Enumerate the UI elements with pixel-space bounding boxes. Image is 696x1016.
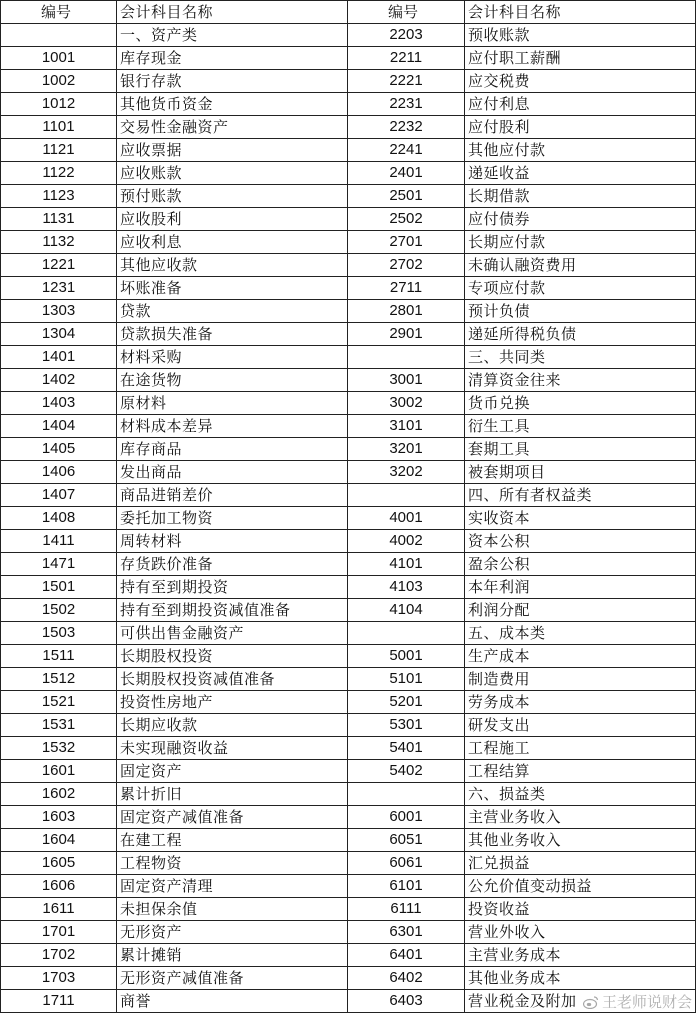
left-code-cell: 1002 xyxy=(1,70,117,93)
table-row xyxy=(1,369,696,392)
right-code-cell xyxy=(348,783,465,806)
right-name-cell: 预计负债 xyxy=(465,300,696,323)
left-name-cell: 投资性房地产 xyxy=(117,691,348,714)
left-code-cell: 1407 xyxy=(1,484,117,507)
table-row xyxy=(1,783,696,806)
left-code-cell: 1122 xyxy=(1,162,117,185)
right-name-cell: 应付股利 xyxy=(465,116,696,139)
right-code-cell: 6401 xyxy=(348,944,465,967)
table-row xyxy=(1,599,696,622)
left-code-cell: 1012 xyxy=(1,93,117,116)
right-name-cell: 公允价值变动损益 xyxy=(465,875,696,898)
right-code-cell: 2203 xyxy=(348,24,465,47)
header-left-name: 会计科目名称 xyxy=(117,1,348,24)
right-name-cell: 专项应付款 xyxy=(465,277,696,300)
right-name-cell: 主营业务收入 xyxy=(465,806,696,829)
left-name-cell: 应收利息 xyxy=(117,231,348,254)
left-name-cell: 应收票据 xyxy=(117,139,348,162)
right-code-cell: 5301 xyxy=(348,714,465,737)
right-code-cell: 4001 xyxy=(348,507,465,530)
left-name-cell: 商誉 xyxy=(117,990,348,1013)
table-row xyxy=(1,875,696,898)
right-name-cell: 货币兑换 xyxy=(465,392,696,415)
table-row xyxy=(1,24,696,47)
right-code-cell: 4104 xyxy=(348,599,465,622)
table-row xyxy=(1,921,696,944)
right-name-cell: 劳务成本 xyxy=(465,691,696,714)
left-name-cell: 持有至到期投资 xyxy=(117,576,348,599)
table-row xyxy=(1,438,696,461)
right-code-cell xyxy=(348,622,465,645)
right-name-cell: 长期借款 xyxy=(465,185,696,208)
left-code-cell: 1408 xyxy=(1,507,117,530)
left-name-cell: 预付账款 xyxy=(117,185,348,208)
left-name-cell: 库存现金 xyxy=(117,47,348,70)
left-code-cell: 1503 xyxy=(1,622,117,645)
right-code-cell: 2401 xyxy=(348,162,465,185)
left-code-cell: 1411 xyxy=(1,530,117,553)
left-name-cell: 商品进销差价 xyxy=(117,484,348,507)
left-name-cell: 一、资产类 xyxy=(117,24,348,47)
right-name-cell: 工程施工 xyxy=(465,737,696,760)
left-code-cell: 1221 xyxy=(1,254,117,277)
right-code-cell: 3201 xyxy=(348,438,465,461)
left-name-cell: 贷款损失准备 xyxy=(117,323,348,346)
left-name-cell: 原材料 xyxy=(117,392,348,415)
left-name-cell: 其他货币资金 xyxy=(117,93,348,116)
right-code-cell: 6101 xyxy=(348,875,465,898)
left-code-cell: 1123 xyxy=(1,185,117,208)
left-code-cell: 1471 xyxy=(1,553,117,576)
left-code-cell: 1532 xyxy=(1,737,117,760)
weibo-icon xyxy=(583,995,599,1009)
left-code-cell: 1401 xyxy=(1,346,117,369)
left-code-cell: 1403 xyxy=(1,392,117,415)
left-name-cell: 累计折旧 xyxy=(117,783,348,806)
left-code-cell xyxy=(1,24,117,47)
right-code-cell: 2901 xyxy=(348,323,465,346)
table-row xyxy=(1,737,696,760)
left-code-cell: 1531 xyxy=(1,714,117,737)
left-code-cell: 1231 xyxy=(1,277,117,300)
right-code-cell: 6301 xyxy=(348,921,465,944)
right-name-cell: 应付债券 xyxy=(465,208,696,231)
right-code-cell: 2702 xyxy=(348,254,465,277)
right-name-cell: 四、所有者权益类 xyxy=(465,484,696,507)
table-row xyxy=(1,553,696,576)
left-code-cell: 1611 xyxy=(1,898,117,921)
table-row xyxy=(1,392,696,415)
table-row xyxy=(1,461,696,484)
right-code-cell: 4101 xyxy=(348,553,465,576)
right-code-cell: 6051 xyxy=(348,829,465,852)
left-code-cell: 1604 xyxy=(1,829,117,852)
table-row xyxy=(1,139,696,162)
left-name-cell: 未担保余值 xyxy=(117,898,348,921)
right-code-cell xyxy=(348,484,465,507)
left-code-cell: 1605 xyxy=(1,852,117,875)
right-code-cell: 6111 xyxy=(348,898,465,921)
table-row xyxy=(1,323,696,346)
left-name-cell: 周转材料 xyxy=(117,530,348,553)
header-right-name: 会计科目名称 xyxy=(465,1,696,24)
table-row xyxy=(1,530,696,553)
left-code-cell: 1406 xyxy=(1,461,117,484)
right-code-cell: 6001 xyxy=(348,806,465,829)
right-code-cell: 2701 xyxy=(348,231,465,254)
table-row xyxy=(1,622,696,645)
left-code-cell: 1405 xyxy=(1,438,117,461)
right-name-cell: 研发支出 xyxy=(465,714,696,737)
right-name-cell: 营业税金及附加 xyxy=(465,990,696,1013)
right-name-cell: 其他业务收入 xyxy=(465,829,696,852)
table-row xyxy=(1,829,696,852)
left-code-cell: 1521 xyxy=(1,691,117,714)
table-row xyxy=(1,852,696,875)
right-name-cell: 应交税费 xyxy=(465,70,696,93)
left-code-cell: 1303 xyxy=(1,300,117,323)
right-name-cell: 应付利息 xyxy=(465,93,696,116)
right-name-cell: 资本公积 xyxy=(465,530,696,553)
left-name-cell: 长期股权投资减值准备 xyxy=(117,668,348,691)
table-row xyxy=(1,484,696,507)
right-name-cell: 其他应付款 xyxy=(465,139,696,162)
left-code-cell: 1304 xyxy=(1,323,117,346)
right-name-cell: 预收账款 xyxy=(465,24,696,47)
left-name-cell: 银行存款 xyxy=(117,70,348,93)
right-name-cell: 递延所得税负债 xyxy=(465,323,696,346)
left-code-cell: 1701 xyxy=(1,921,117,944)
right-code-cell: 5201 xyxy=(348,691,465,714)
right-name-cell: 清算资金往来 xyxy=(465,369,696,392)
right-code-cell: 4103 xyxy=(348,576,465,599)
right-code-cell: 2502 xyxy=(348,208,465,231)
right-name-cell: 实收资本 xyxy=(465,507,696,530)
table-row xyxy=(1,116,696,139)
table-row xyxy=(1,806,696,829)
table-row xyxy=(1,944,696,967)
left-code-cell: 1602 xyxy=(1,783,117,806)
left-name-cell: 存货跌价准备 xyxy=(117,553,348,576)
left-code-cell: 1132 xyxy=(1,231,117,254)
left-code-cell: 1101 xyxy=(1,116,117,139)
table-row xyxy=(1,346,696,369)
right-code-cell: 2232 xyxy=(348,116,465,139)
table-row xyxy=(1,300,696,323)
header-right-code: 编号 xyxy=(348,1,465,24)
right-code-cell: 2241 xyxy=(348,139,465,162)
right-name-cell: 递延收益 xyxy=(465,162,696,185)
left-name-cell: 发出商品 xyxy=(117,461,348,484)
right-name-cell: 生产成本 xyxy=(465,645,696,668)
left-code-cell: 1606 xyxy=(1,875,117,898)
right-name-cell: 长期应付款 xyxy=(465,231,696,254)
left-name-cell: 未实现融资收益 xyxy=(117,737,348,760)
right-code-cell: 5401 xyxy=(348,737,465,760)
table-row xyxy=(1,70,696,93)
left-name-cell: 固定资产 xyxy=(117,760,348,783)
table-row xyxy=(1,714,696,737)
right-code-cell: 2211 xyxy=(348,47,465,70)
table-row xyxy=(1,967,696,990)
right-code-cell: 6402 xyxy=(348,967,465,990)
right-code-cell: 2231 xyxy=(348,93,465,116)
left-name-cell: 应收账款 xyxy=(117,162,348,185)
right-code-cell: 3101 xyxy=(348,415,465,438)
right-name-cell: 本年利润 xyxy=(465,576,696,599)
right-name-cell: 利润分配 xyxy=(465,599,696,622)
right-name-cell: 制造费用 xyxy=(465,668,696,691)
left-code-cell: 1601 xyxy=(1,760,117,783)
left-name-cell: 可供出售金融资产 xyxy=(117,622,348,645)
left-name-cell: 库存商品 xyxy=(117,438,348,461)
right-code-cell: 3001 xyxy=(348,369,465,392)
table-row xyxy=(1,760,696,783)
header-left-code: 编号 xyxy=(1,1,117,24)
table-row xyxy=(1,185,696,208)
left-name-cell: 贷款 xyxy=(117,300,348,323)
left-code-cell: 1703 xyxy=(1,967,117,990)
right-name-cell: 工程结算 xyxy=(465,760,696,783)
right-code-cell: 3202 xyxy=(348,461,465,484)
table-row xyxy=(1,254,696,277)
right-name-cell: 套期工具 xyxy=(465,438,696,461)
left-name-cell: 长期股权投资 xyxy=(117,645,348,668)
left-code-cell: 1402 xyxy=(1,369,117,392)
left-code-cell: 1001 xyxy=(1,47,117,70)
right-name-cell: 未确认融资费用 xyxy=(465,254,696,277)
left-name-cell: 在途货物 xyxy=(117,369,348,392)
table-row xyxy=(1,277,696,300)
table-row xyxy=(1,162,696,185)
right-name-cell: 盈余公积 xyxy=(465,553,696,576)
left-code-cell: 1121 xyxy=(1,139,117,162)
left-code-cell: 1404 xyxy=(1,415,117,438)
left-name-cell: 其他应收款 xyxy=(117,254,348,277)
left-code-cell: 1512 xyxy=(1,668,117,691)
right-name-cell: 其他业务成本 xyxy=(465,967,696,990)
right-code-cell: 6061 xyxy=(348,852,465,875)
right-code-cell: 5402 xyxy=(348,760,465,783)
right-code-cell: 5101 xyxy=(348,668,465,691)
right-code-cell: 3002 xyxy=(348,392,465,415)
table-row xyxy=(1,208,696,231)
table-row xyxy=(1,47,696,70)
left-name-cell: 无形资产减值准备 xyxy=(117,967,348,990)
right-code-cell: 5001 xyxy=(348,645,465,668)
right-code-cell: 2221 xyxy=(348,70,465,93)
left-code-cell: 1702 xyxy=(1,944,117,967)
right-code-cell: 2501 xyxy=(348,185,465,208)
left-code-cell: 1501 xyxy=(1,576,117,599)
left-name-cell: 材料成本差异 xyxy=(117,415,348,438)
right-name-cell: 汇兑损益 xyxy=(465,852,696,875)
left-name-cell: 累计摊销 xyxy=(117,944,348,967)
right-code-cell xyxy=(348,346,465,369)
left-name-cell: 应收股利 xyxy=(117,208,348,231)
left-name-cell: 交易性金融资产 xyxy=(117,116,348,139)
left-code-cell: 1511 xyxy=(1,645,117,668)
left-name-cell: 在建工程 xyxy=(117,829,348,852)
right-name-cell: 被套期项目 xyxy=(465,461,696,484)
right-code-cell: 2711 xyxy=(348,277,465,300)
left-code-cell: 1131 xyxy=(1,208,117,231)
watermark-text: 王老师说财会 xyxy=(601,993,692,1011)
left-name-cell: 工程物资 xyxy=(117,852,348,875)
account-table-body xyxy=(1,1,696,1013)
left-name-cell: 固定资产清理 xyxy=(117,875,348,898)
right-name-cell: 营业外收入 xyxy=(465,921,696,944)
table-header-row xyxy=(1,1,696,24)
table-row xyxy=(1,93,696,116)
right-name-cell: 三、共同类 xyxy=(465,346,696,369)
right-name-cell: 六、损益类 xyxy=(465,783,696,806)
table-row xyxy=(1,507,696,530)
right-name-cell: 投资收益 xyxy=(465,898,696,921)
right-name-cell: 衍生工具 xyxy=(465,415,696,438)
watermark xyxy=(583,991,692,1012)
right-name-cell: 主营业务成本 xyxy=(465,944,696,967)
right-code-cell: 6403 xyxy=(348,990,465,1013)
left-name-cell: 无形资产 xyxy=(117,921,348,944)
table-row xyxy=(1,898,696,921)
table-row xyxy=(1,691,696,714)
table-row xyxy=(1,415,696,438)
left-name-cell: 持有至到期投资减值准备 xyxy=(117,599,348,622)
left-name-cell: 固定资产减值准备 xyxy=(117,806,348,829)
left-name-cell: 长期应收款 xyxy=(117,714,348,737)
left-code-cell: 1502 xyxy=(1,599,117,622)
table-row xyxy=(1,576,696,599)
table-row xyxy=(1,645,696,668)
right-code-cell: 4002 xyxy=(348,530,465,553)
right-code-cell: 2801 xyxy=(348,300,465,323)
left-code-cell: 1603 xyxy=(1,806,117,829)
right-name-cell: 应付职工薪酬 xyxy=(465,47,696,70)
table-row xyxy=(1,668,696,691)
table-row xyxy=(1,231,696,254)
left-name-cell: 委托加工物资 xyxy=(117,507,348,530)
left-name-cell: 材料采购 xyxy=(117,346,348,369)
right-name-cell: 五、成本类 xyxy=(465,622,696,645)
left-code-cell: 1711 xyxy=(1,990,117,1013)
left-name-cell: 坏账准备 xyxy=(117,277,348,300)
